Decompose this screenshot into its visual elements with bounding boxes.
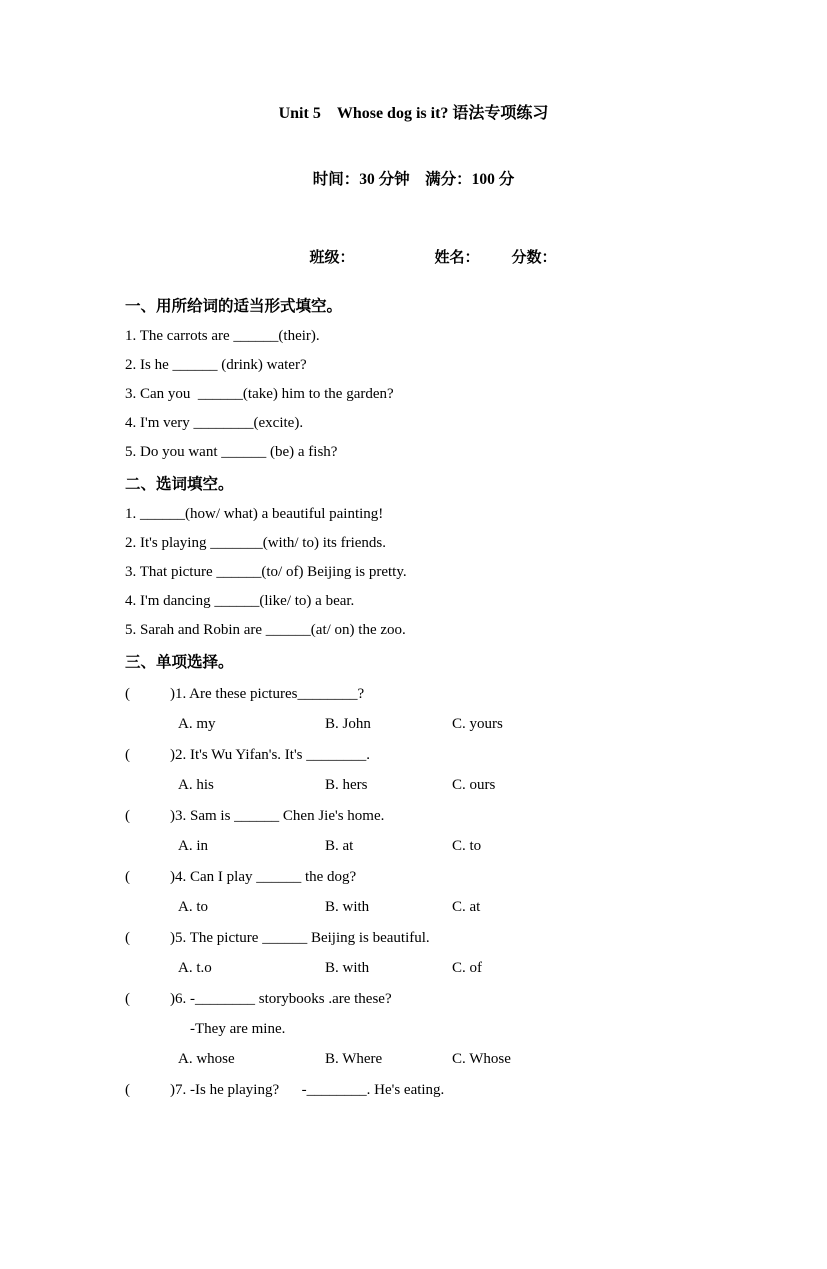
option-c: C. yours (452, 716, 503, 732)
section-multiple-choice (125, 652, 737, 1100)
option-a: A. whose (178, 1051, 235, 1067)
fill-blank-item-2: 2. Is he ______ (drink) water? (125, 357, 307, 373)
options-line (125, 1049, 737, 1069)
choice-question-2 (125, 745, 737, 795)
question-text: )6. -________ storybooks .are these? (170, 991, 392, 1007)
score-field-label: 分数： (511, 250, 557, 266)
section-word-choice (125, 474, 737, 640)
option-a: A. my (178, 716, 216, 732)
answer-paren: ( (125, 930, 130, 946)
choice-question-7 (125, 1080, 737, 1100)
options-line (125, 897, 737, 917)
option-b: B. John (325, 716, 371, 732)
option-b: B. with (325, 960, 370, 976)
option-a: A. in (178, 838, 208, 854)
option-a: A. his (178, 777, 214, 793)
answer-paren: ( (125, 808, 130, 824)
section-3-heading: 三、单项选择。 (125, 654, 234, 671)
option-a: A. to (178, 899, 208, 915)
choice-question-1 (125, 684, 737, 734)
fill-blank-item-4: 4. I'm very ________(excite). (125, 415, 304, 431)
fill-blank-item-5: 5. Do you want ______ (be) a fish? (125, 444, 338, 460)
choice-question-3 (125, 806, 737, 856)
question-line (125, 684, 737, 704)
student-info-line (125, 229, 737, 284)
word-choice-item-4: 4. I'm dancing ______(like/ to) a bear. (125, 593, 355, 609)
section-fill-blanks (125, 296, 737, 462)
option-a: A. t.o (178, 960, 212, 976)
option-b: B. with (325, 899, 370, 915)
word-choice-item-1: 1. ______(how/ what) a beautiful painting! (125, 506, 384, 522)
section-2-heading: 二、选词填空。 (125, 476, 234, 493)
answer-paren: ( (125, 1082, 130, 1098)
question-text: )1. Are these pictures________? (170, 686, 365, 702)
time-score-line: 时间：30 分钟 满分：100 分 (312, 171, 515, 188)
choice-question-4 (125, 867, 737, 917)
question-text: )7. -Is he playing? -________. He's eating. (170, 1082, 445, 1098)
fill-blank-item-3: 3. Can you ______(take) him to the garden? (125, 386, 394, 402)
options-line (125, 836, 737, 856)
question-text: )2. It's Wu Yifan's. It's ________. (170, 747, 370, 763)
option-b: B. hers (325, 777, 368, 793)
question-text: )4. Can I play ______ the dog? (170, 869, 357, 885)
option-b: B. Where (325, 1051, 383, 1067)
answer-paren: ( (125, 991, 130, 1007)
word-choice-item-3: 3. That picture ______(to/ of) Beijing is pretty. (125, 564, 407, 580)
word-choice-item-2: 2. It's playing _______(with/ to) its friends. (125, 535, 387, 551)
option-c: C. at (452, 899, 481, 915)
answer-paren: ( (125, 686, 130, 702)
answer-paren: ( (125, 747, 130, 763)
option-c: C. ours (452, 777, 496, 793)
question-line (125, 806, 737, 826)
option-c: C. Whose (452, 1051, 511, 1067)
options-line (125, 958, 737, 978)
section-1-heading: 一、用所给词的适当形式填空。 (125, 298, 343, 315)
worksheet-page (0, 100, 827, 1269)
option-b: B. at (325, 838, 354, 854)
question-line (125, 745, 737, 765)
choice-question-6 (125, 989, 737, 1069)
choice-question-5 (125, 928, 737, 978)
fill-blank-item-1: 1. The carrots are ______(their). (125, 328, 320, 344)
option-c: C. of (452, 960, 482, 976)
question-line (125, 989, 737, 1009)
question-line (125, 1080, 737, 1100)
question-text: )3. Sam is ______ Chen Jie's home. (170, 808, 385, 824)
question-line (125, 867, 737, 887)
options-line (125, 714, 737, 734)
page-title: Unit 5 Whose dog is it? 语法专项练习 (278, 105, 549, 122)
worksheet-content (0, 229, 827, 1100)
question-line (125, 928, 737, 948)
question-answer-line: -They are mine. (190, 1021, 286, 1037)
name-field-label: 姓名： (434, 250, 480, 266)
word-choice-item-5: 5. Sarah and Robin are ______(at/ on) the zoo. (125, 622, 406, 638)
option-c: C. to (452, 838, 482, 854)
question-text: )5. The picture ______ Beijing is beautiful. (170, 930, 430, 946)
answer-paren: ( (125, 869, 130, 885)
class-field-label: 班级： (309, 250, 355, 266)
options-line (125, 775, 737, 795)
